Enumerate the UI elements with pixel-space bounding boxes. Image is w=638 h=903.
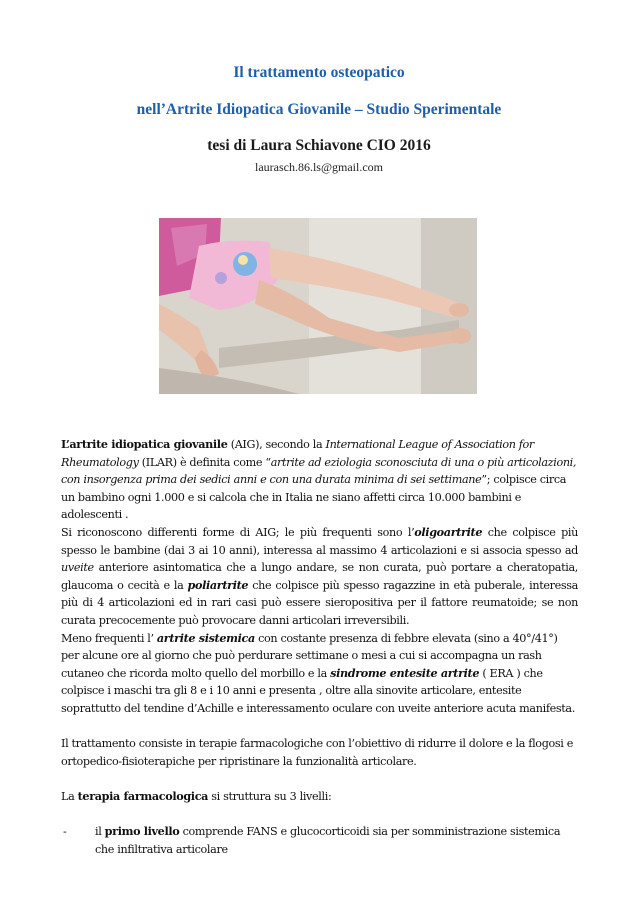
text-span: ( ERA ) che colpisce i maschi tra gli 8 e i 10 anni e presenta , oltre alla sinovite articolare, entesite soprattutto del tendine d’Achille e interessamento oculare con uveite anteriore acuta manifesta. (61, 666, 575, 715)
document-subtitle: nell’Artrite Idiopatica Giovanile – Studio Sperimentale (136, 101, 502, 118)
spacer (61, 805, 578, 823)
text-span: Si riconoscono differenti forme di AIG; le più frequenti sono l’ (61, 525, 415, 539)
photo-illustration (159, 218, 477, 394)
text-span: anteriore asintomatica che a lungo andare, se non curata, può portare a cheratopatia, glaucoma o cecità e la (61, 561, 578, 592)
term-poliartrite: poliartrite (187, 577, 249, 592)
paragraph-definition (61, 436, 578, 524)
organization-name: International League of Association for Rheumatology (61, 438, 534, 469)
paragraph-less-frequent (61, 630, 578, 718)
term-era: sindrome entesite artrite (330, 665, 480, 680)
paragraph-pharma (61, 788, 578, 806)
list-item-first-level (61, 823, 578, 858)
child-legs-photo (159, 218, 477, 394)
paragraph-forms (61, 524, 578, 630)
definition-quote: artrite ad eziologia sconosciuta di una o più articolazioni, con insorgenza prima dei sedici anni e con una durata minima di sei settimane (61, 455, 577, 487)
text-span: (ILAR) è definita come “ (138, 455, 271, 469)
thesis-author: tesi di Laura Schiavone CIO 2016 (207, 137, 431, 154)
term-terapia-farmacologica: terapia farmacologica (77, 788, 209, 803)
text-span: che colpisce più spesso le bambine (dai 3 ai 10 anni), interessa al massimo 4 articolazioni e si associa spesso ad (61, 525, 578, 557)
paragraph-treatment: Il trattamento consiste in terapie farmacologiche con l’obiettivo di ridurre il dolore e la flogosi e ortopedico-fisioterapiche per ripristinare la funzionalità articolare. (61, 737, 573, 768)
text-span: si struttura su 3 livelli: (208, 789, 332, 803)
text-span: La (61, 789, 78, 803)
text-span: ”; colpisce circa un bambino ogni 1.000 e si calcola che in Italia ne siano affetti circa 10.000 bambini e adolescenti . (61, 473, 567, 522)
list-bullet: - (63, 825, 67, 839)
text-span: il (95, 825, 105, 839)
spacer (61, 718, 578, 736)
text-span: con costante presenza di febbre elevata (sino a 40°/41°) per alcune ore al giorno che può perdurare settimane o mesi a cui si accompagna un rash cutaneo che ricorda molto quello del morbillo e la (61, 631, 558, 680)
text-span: (AIG), secondo la (227, 438, 326, 451)
text-span: comprende FANS e glucocorticoidi sia per somministrazione sistemica che infiltrativa articolare (95, 825, 561, 856)
term-aig: L’artrite idiopatica giovanile (61, 437, 228, 451)
text-span: che colpisce più spesso ragazzine in età puberale, interessa più di 4 articolazioni ed in rari casi può essere sieropositiva per il fattore reumatoide; se non curata precocemente può provocare danni articolari irreversibili. (61, 578, 578, 627)
text-span: Meno frequenti l’ (61, 631, 157, 645)
term-primo-livello: primo livello (104, 824, 180, 839)
spacer (61, 770, 578, 788)
term-artrite-sistemica: artrite sistemica (156, 630, 255, 645)
term-oligoartrite: oligoartrite (414, 524, 483, 539)
author-email[interactable]: laurasch.86.ls@gmail.com (254, 160, 384, 174)
term-uveite: uveite (61, 561, 94, 575)
document-title: Il trattamento osteopatico (233, 64, 405, 81)
document-body (61, 436, 578, 858)
